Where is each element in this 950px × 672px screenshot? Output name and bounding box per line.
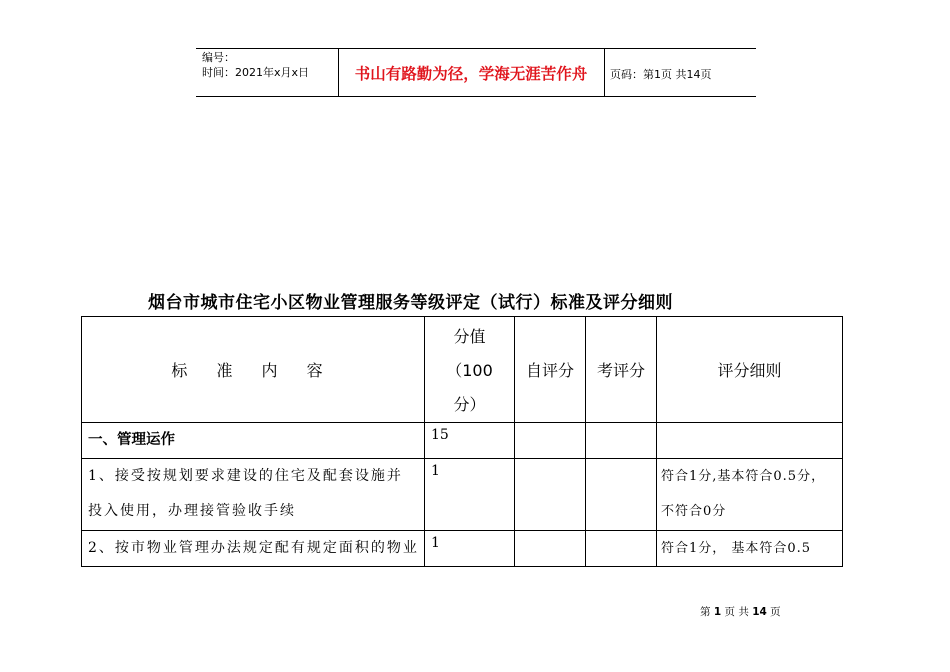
row-rule: 符合1分， 基本符合0.5: [657, 531, 843, 567]
table-row: [82, 459, 843, 531]
footer-middle: 页 共: [724, 606, 749, 618]
header-score: [425, 317, 515, 423]
header-top-rule: [196, 48, 756, 49]
row-content: 2、按市物业管理办法规定配有规定面积的物业: [82, 531, 425, 567]
page-header: [196, 48, 756, 96]
header-bottom-rule: [196, 96, 756, 97]
row-score: 15: [425, 423, 515, 459]
row-self-score: [515, 459, 586, 531]
header-rules: 评分细则: [657, 317, 843, 423]
row-eval-score: [586, 459, 657, 531]
header-score-line1: 分值: [453, 326, 486, 346]
footer-prefix: 第: [700, 606, 711, 618]
row-content: 一、管理运作: [82, 423, 425, 459]
table-row: [82, 423, 843, 459]
header-motto: 书山有路勤为径，学海无涯苦作舟: [354, 65, 588, 83]
header-standard: 标 准 内 容: [82, 317, 425, 423]
criteria-table: [81, 316, 843, 567]
row-self-score: [515, 531, 586, 567]
row-score: 1: [425, 531, 515, 567]
header-score-line2: （100: [446, 360, 493, 380]
header-self-score: 自评分: [515, 317, 586, 423]
header-number-label: 编号：: [202, 51, 235, 64]
document-title: 烟台市城市住宅小区物业管理服务等级评定（试行）标准及评分细则: [148, 293, 673, 313]
footer-page-number: 1: [713, 606, 722, 618]
header-page-code: 页码：第1页 共14页: [610, 68, 712, 81]
row-score: 1: [425, 459, 515, 531]
row-eval-score: [586, 531, 657, 567]
header-score-line3: 分）: [453, 394, 486, 414]
header-meta: [202, 50, 309, 80]
row-rule: 符合1分,基本符合0.5分，不符合0分: [657, 459, 843, 531]
table-row: [82, 531, 843, 567]
header-eval-score: 考评分: [586, 317, 657, 423]
row-rule: [657, 423, 843, 459]
row-eval-score: [586, 423, 657, 459]
footer-suffix: 页: [770, 606, 781, 618]
row-self-score: [515, 423, 586, 459]
row-content: 1、接受按规划要求建设的住宅及配套设施并投入使用，办理接管验收手续: [82, 459, 425, 531]
header-time-label: 时间：2021年x月x日: [202, 66, 310, 79]
footer-total-pages: 14: [752, 606, 767, 618]
table-header-row: [82, 317, 843, 423]
page-footer: [700, 604, 781, 619]
header-divider-right: [604, 48, 605, 96]
